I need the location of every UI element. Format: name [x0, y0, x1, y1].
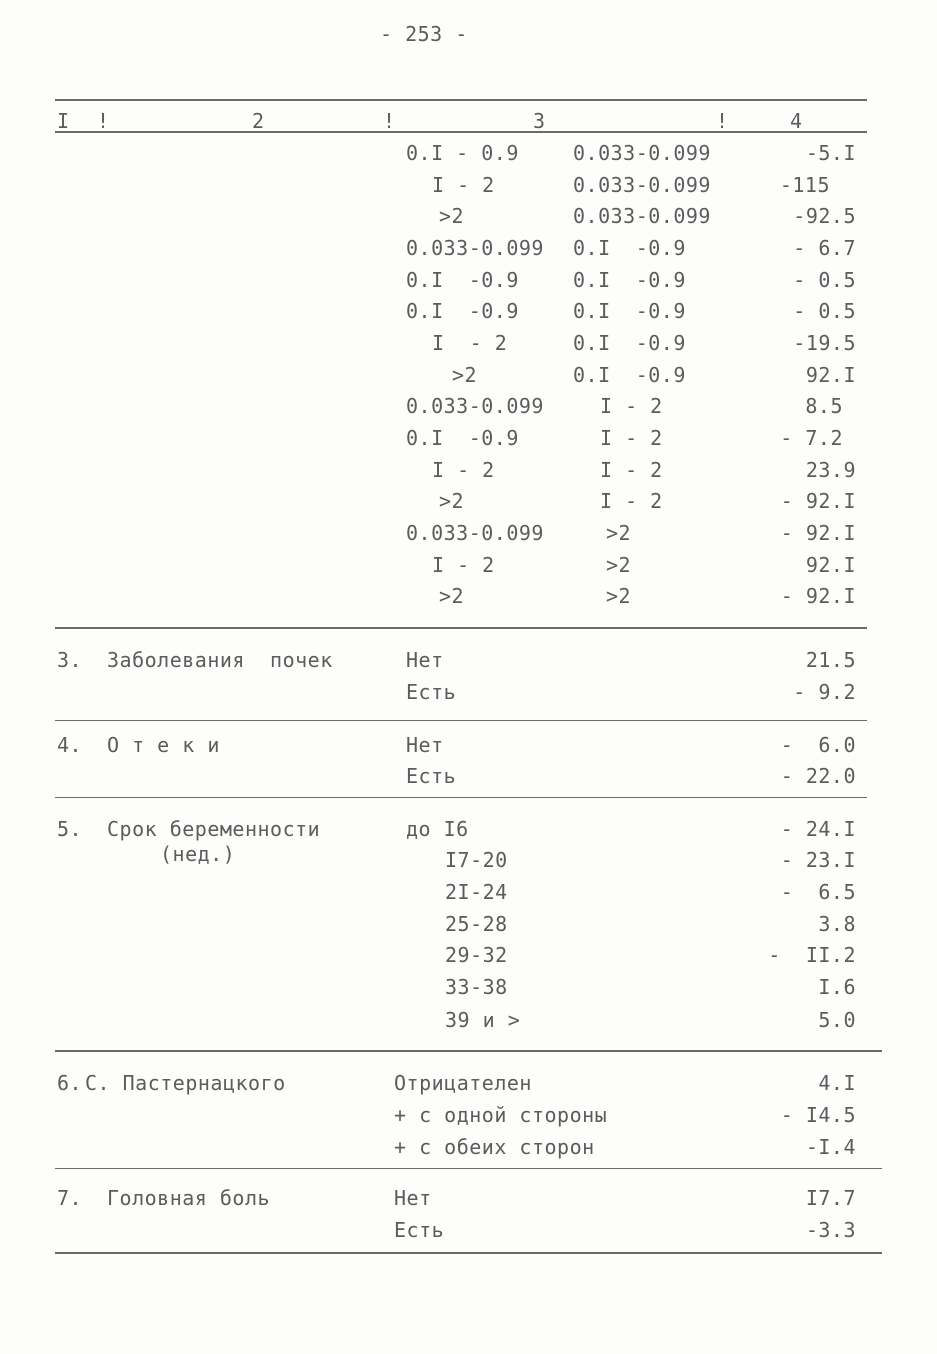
cont-v: 92.I: [805, 363, 856, 387]
cont-a: 0.033-0.099: [406, 521, 544, 545]
table-bottom-rule: [55, 1252, 882, 1254]
row-value: 21.5: [805, 648, 856, 672]
header-col3: 3: [533, 109, 546, 133]
cont-a: 0.I -0.9: [406, 268, 519, 292]
section-subtitle: (нед.): [160, 842, 236, 866]
cont-v: 8.5: [805, 394, 843, 418]
cont-a: >2: [439, 204, 465, 228]
row-value: - 24.I: [780, 817, 856, 841]
row-value: - 6.0: [780, 733, 856, 757]
cont-a: 0.I -0.9: [406, 299, 519, 323]
row-value: -3.3: [805, 1218, 856, 1242]
cont-a: 0.I - 0.9: [406, 141, 519, 165]
row-label: Есть: [406, 764, 457, 788]
cont-v: -19.5: [793, 331, 856, 355]
header-col2: 2: [252, 109, 265, 133]
row-value: 4.I: [818, 1071, 856, 1095]
cont-b: 0.I -0.9: [573, 299, 686, 323]
section-divider: [55, 797, 867, 798]
row-label: 25-28: [445, 912, 508, 936]
cont-v: - 92.I: [780, 489, 856, 513]
row-label: Отрицателен: [394, 1071, 532, 1095]
cont-v: -5.I: [805, 141, 856, 165]
cont-a: 0.033-0.099: [406, 236, 544, 260]
row-label: 29-32: [445, 943, 508, 967]
row-value: I.6: [818, 975, 856, 999]
row-label: I7-20: [445, 848, 508, 872]
header-col4: 4: [790, 109, 803, 133]
cont-v: 92.I: [805, 553, 856, 577]
cont-a: >2: [439, 584, 465, 608]
section-divider: [55, 1168, 882, 1169]
cont-v: - 6.7: [793, 236, 856, 260]
row-label: Есть: [406, 680, 457, 704]
row-label: + с одной стороны: [394, 1103, 608, 1127]
section-title: Заболевания почек: [107, 648, 333, 672]
cont-b: >2: [606, 521, 632, 545]
header-sep2: !: [383, 109, 396, 133]
cont-a: I - 2: [432, 458, 495, 482]
cont-b: I - 2: [600, 489, 663, 513]
cont-v: - 92.I: [780, 584, 856, 608]
cont-b: I - 2: [600, 458, 663, 482]
cont-b: 0.I -0.9: [573, 331, 686, 355]
cont-b: 0.I -0.9: [573, 268, 686, 292]
row-value: -I.4: [805, 1135, 856, 1159]
row-label: Нет: [406, 733, 444, 757]
row-label: Нет: [406, 648, 444, 672]
row-label: 2I-24: [445, 880, 508, 904]
cont-b: >2: [606, 584, 632, 608]
row-value: - I4.5: [780, 1103, 856, 1127]
header-sep3: !: [716, 109, 729, 133]
row-label: 33-38: [445, 975, 508, 999]
row-value: - 9.2: [793, 680, 856, 704]
cont-b: 0.033-0.099: [573, 173, 711, 197]
row-value: - 23.I: [780, 848, 856, 872]
cont-a: I - 2: [432, 331, 508, 355]
cont-a: >2: [439, 489, 465, 513]
row-label: до I6: [406, 817, 469, 841]
section-title: О т е к и: [107, 733, 220, 757]
section-number: 4.: [57, 733, 83, 757]
row-value: 5.0: [818, 1008, 856, 1032]
row-value: 3.8: [818, 912, 856, 936]
cont-b: 0.033-0.099: [573, 141, 711, 165]
row-value: - II.2: [768, 943, 856, 967]
section-number: 5.: [57, 817, 83, 841]
row-value: - 6.5: [780, 880, 856, 904]
cont-v: - 7.2: [780, 426, 843, 450]
cont-b: >2: [606, 553, 632, 577]
cont-v: -115: [779, 173, 830, 197]
section-title: Головная боль: [107, 1186, 271, 1210]
cont-v: - 92.I: [780, 521, 856, 545]
cont-v: 23.9: [805, 458, 856, 482]
header-col1: I: [57, 109, 70, 133]
cont-a: I - 2: [432, 173, 495, 197]
section-divider: [55, 627, 867, 629]
header-sep1: !: [97, 109, 110, 133]
section-title: С. Пастернацкого: [85, 1071, 286, 1095]
section-number: 3.: [57, 648, 83, 672]
cont-v: - 0.5: [793, 268, 856, 292]
cont-a: >2: [452, 363, 478, 387]
cont-b: 0.I -0.9: [573, 236, 686, 260]
cont-b: I - 2: [600, 426, 663, 450]
header-top-rule: [55, 99, 867, 101]
row-value: - 22.0: [780, 764, 856, 788]
page-number: - 253 -: [380, 22, 468, 46]
cont-v: - 0.5: [793, 299, 856, 323]
header-bottom-rule: [55, 131, 867, 133]
row-label: 39 и >: [445, 1008, 521, 1032]
row-label: + с обеих сторон: [394, 1135, 595, 1159]
cont-b: 0.I -0.9: [573, 363, 686, 387]
row-label: Есть: [394, 1218, 445, 1242]
cont-b: 0.033-0.099: [573, 204, 711, 228]
section-title: Срок беременности: [107, 817, 321, 841]
row-value: I7.7: [805, 1186, 856, 1210]
cont-a: 0.I -0.9: [406, 426, 519, 450]
row-label: Нет: [394, 1186, 432, 1210]
section-divider: [55, 720, 867, 721]
cont-a: 0.033-0.099: [406, 394, 544, 418]
cont-a: I - 2: [432, 553, 495, 577]
section-divider: [55, 1050, 882, 1052]
section-number: 7.: [57, 1186, 83, 1210]
cont-v: -92.5: [793, 204, 856, 228]
section-number: 6.: [57, 1071, 83, 1095]
cont-b: I - 2: [600, 394, 663, 418]
